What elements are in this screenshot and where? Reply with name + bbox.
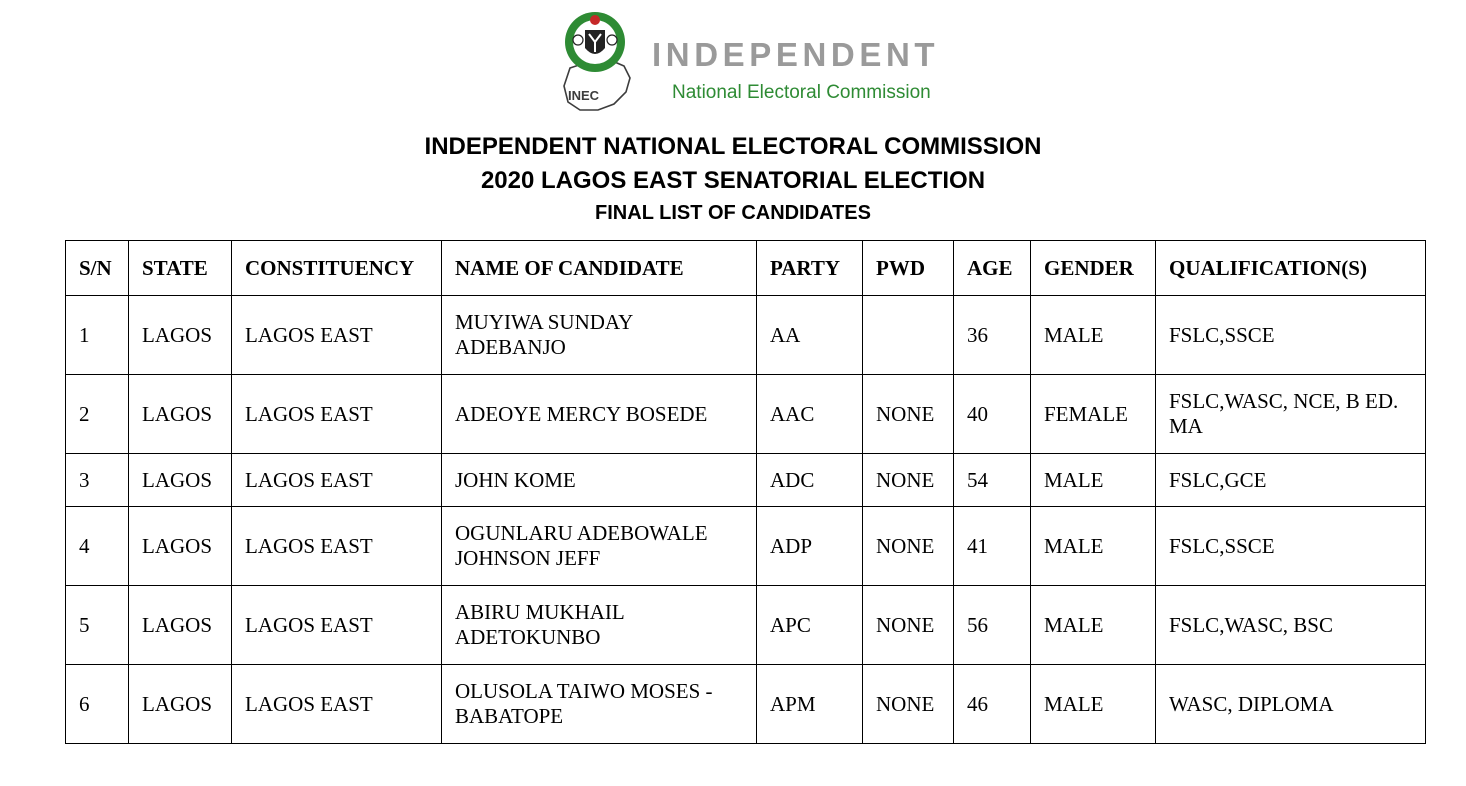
header-constituency: CONSTITUENCY bbox=[232, 241, 442, 296]
table-row bbox=[66, 454, 1426, 507]
cell-qualifications: FSLC,WASC, BSC bbox=[1156, 586, 1426, 665]
table-row bbox=[66, 296, 1426, 375]
cell-qualifications: FSLC,WASC, NCE, B ED. MA bbox=[1156, 375, 1426, 454]
cell-constituency: LAGOS EAST bbox=[232, 375, 442, 454]
cell-constituency: LAGOS EAST bbox=[232, 296, 442, 375]
header-age: AGE bbox=[954, 241, 1031, 296]
cell-candidate-name: JOHN KOME bbox=[442, 454, 757, 507]
cell-age: 41 bbox=[954, 507, 1031, 586]
candidates-table bbox=[65, 240, 1426, 744]
cell-sn: 2 bbox=[66, 375, 129, 454]
cell-party: ADP bbox=[757, 507, 863, 586]
cell-party: APM bbox=[757, 665, 863, 744]
cell-age: 36 bbox=[954, 296, 1031, 375]
cell-age: 56 bbox=[954, 586, 1031, 665]
cell-pwd: NONE bbox=[863, 454, 954, 507]
cell-age: 46 bbox=[954, 665, 1031, 744]
table-row bbox=[66, 665, 1426, 744]
inec-logo bbox=[558, 6, 948, 114]
cell-candidate-name: OLUSOLA TAIWO MOSES - BABATOPE bbox=[442, 665, 757, 744]
cell-age: 40 bbox=[954, 375, 1031, 454]
cell-state: LAGOS bbox=[129, 586, 232, 665]
cell-candidate-name: MUYIWA SUNDAY ADEBANJO bbox=[442, 296, 757, 375]
cell-state: LAGOS bbox=[129, 296, 232, 375]
header-party: PARTY bbox=[757, 241, 863, 296]
cell-pwd: NONE bbox=[863, 586, 954, 665]
cell-constituency: LAGOS EAST bbox=[232, 507, 442, 586]
cell-pwd: NONE bbox=[863, 665, 954, 744]
coat-of-arms-icon bbox=[558, 6, 644, 114]
cell-state: LAGOS bbox=[129, 507, 232, 586]
cell-qualifications: WASC, DIPLOMA bbox=[1156, 665, 1426, 744]
cell-gender: MALE bbox=[1031, 665, 1156, 744]
cell-state: LAGOS bbox=[129, 454, 232, 507]
cell-party: AAC bbox=[757, 375, 863, 454]
cell-sn: 1 bbox=[66, 296, 129, 375]
cell-gender: MALE bbox=[1031, 586, 1156, 665]
header-sn: S/N bbox=[66, 241, 129, 296]
header-candidate-name: NAME OF CANDIDATE bbox=[442, 241, 757, 296]
cell-qualifications: FSLC,SSCE bbox=[1156, 296, 1426, 375]
cell-candidate-name: OGUNLARU ADEBOWALE JOHNSON JEFF bbox=[442, 507, 757, 586]
cell-constituency: LAGOS EAST bbox=[232, 454, 442, 507]
document-headings bbox=[0, 130, 1466, 228]
cell-gender: FEMALE bbox=[1031, 375, 1156, 454]
heading-list: FINAL LIST OF CANDIDATES bbox=[595, 202, 871, 224]
heading-election: 2020 LAGOS EAST SENATORIAL ELECTION bbox=[480, 167, 986, 194]
cell-candidate-name: ADEOYE MERCY BOSEDE bbox=[442, 375, 757, 454]
cell-state: LAGOS bbox=[129, 375, 232, 454]
logo-subtitle: National Electoral Commission bbox=[672, 82, 931, 103]
cell-constituency: LAGOS EAST bbox=[232, 665, 442, 744]
table-row bbox=[66, 507, 1426, 586]
cell-age: 54 bbox=[954, 454, 1031, 507]
header-qualifications: QUALIFICATION(S) bbox=[1156, 241, 1426, 296]
cell-sn: 3 bbox=[66, 454, 129, 507]
cell-constituency: LAGOS EAST bbox=[232, 586, 442, 665]
table-row bbox=[66, 586, 1426, 665]
table-row bbox=[66, 375, 1426, 454]
cell-sn: 6 bbox=[66, 665, 129, 744]
cell-sn: 5 bbox=[66, 586, 129, 665]
cell-pwd: NONE bbox=[863, 375, 954, 454]
header-pwd: PWD bbox=[863, 241, 954, 296]
cell-state: LAGOS bbox=[129, 665, 232, 744]
cell-party: APC bbox=[757, 586, 863, 665]
header-state: STATE bbox=[129, 241, 232, 296]
cell-sn: 4 bbox=[66, 507, 129, 586]
cell-party: AA bbox=[757, 296, 863, 375]
cell-qualifications: FSLC,SSCE bbox=[1156, 507, 1426, 586]
cell-pwd bbox=[863, 296, 954, 375]
inec-emblem-text: INEC bbox=[568, 88, 600, 103]
cell-candidate-name: ABIRU MUKHAIL ADETOKUNBO bbox=[442, 586, 757, 665]
cell-pwd: NONE bbox=[863, 507, 954, 586]
cell-party: ADC bbox=[757, 454, 863, 507]
cell-gender: MALE bbox=[1031, 296, 1156, 375]
header-gender: GENDER bbox=[1031, 241, 1156, 296]
cell-gender: MALE bbox=[1031, 454, 1156, 507]
logo-wordmark: INDEPENDENT bbox=[652, 36, 940, 73]
cell-qualifications: FSLC,GCE bbox=[1156, 454, 1426, 507]
table-header-row bbox=[66, 241, 1426, 296]
heading-commission: INDEPENDENT NATIONAL ELECTORAL COMMISSION bbox=[424, 133, 1042, 160]
cell-gender: MALE bbox=[1031, 507, 1156, 586]
